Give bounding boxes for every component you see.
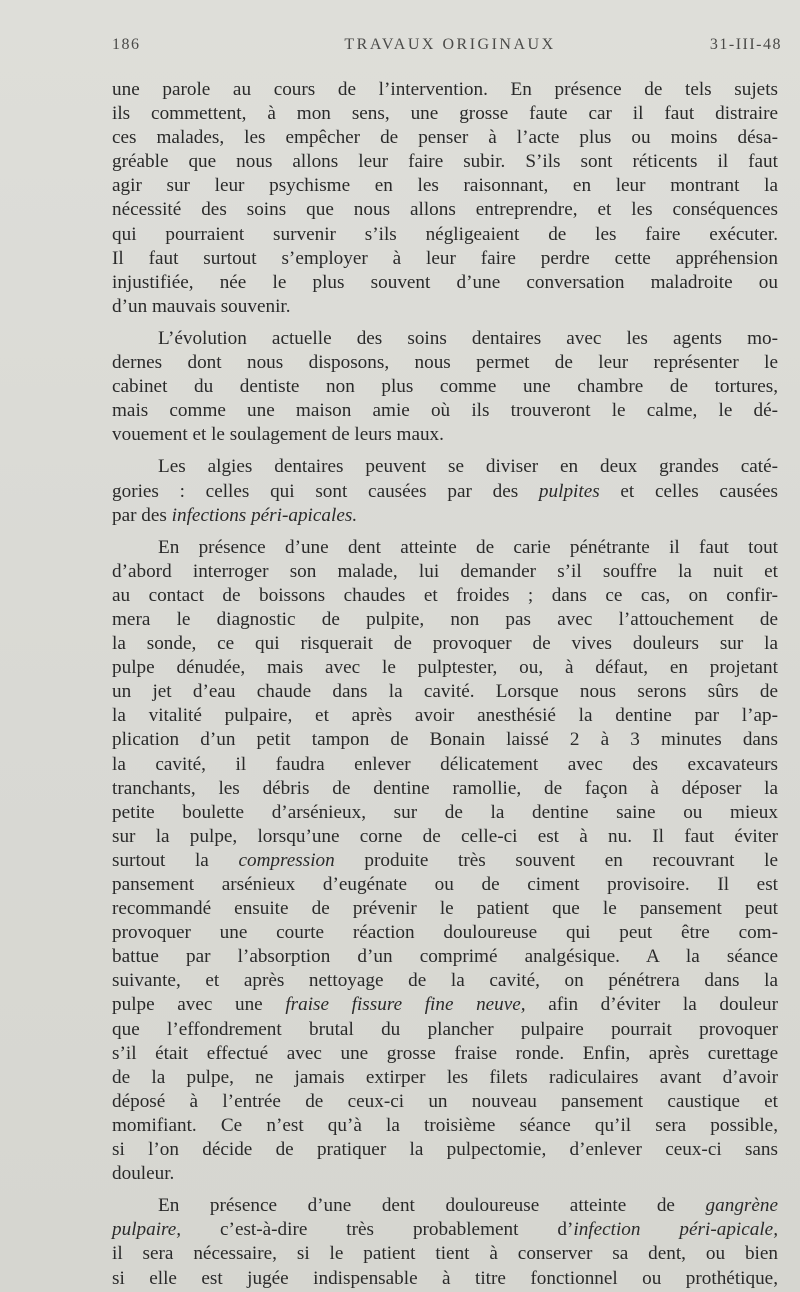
text-line: pulpe dénudée, mais avec le pulptester, ou, à défaut, en projetant	[112, 657, 778, 679]
page-number: 186	[112, 36, 141, 53]
italic-term: pulpites	[538, 480, 600, 502]
text-line: nécessité des soins que nous allons entreprendre, et les conséquences	[112, 199, 778, 221]
text-line: battue par l’absorption d’un comprimé analgésique. A la séance	[112, 946, 778, 968]
text-segment: c’est-à-dire très probablement d’	[181, 1219, 574, 1241]
text-line: une parole au cours de l’intervention. En présence de tels sujets	[112, 79, 778, 100]
paragraph-2	[112, 327, 778, 447]
paragraph-5	[112, 1194, 778, 1290]
text-segment: En présence d’une dent douloureuse atteinte de	[158, 1195, 706, 1217]
italic-term: infections péri-apicales.	[171, 504, 358, 526]
text-line: d’abord interroger son malade, lui demander s’il souffre la nuit et	[112, 560, 778, 582]
text-line: petite boulette d’arsénieux, sur de la dentine saine ou mieux	[112, 801, 778, 823]
italic-term: fraise fissure fine neuve,	[285, 994, 526, 1016]
text-line: sur la pulpe, lorsqu’une corne de celle-ci est à nu. Il faut éviter	[112, 825, 778, 847]
text-line	[112, 1218, 778, 1242]
text-segment: par des	[112, 504, 172, 526]
text-line: douleur.	[112, 1163, 175, 1185]
text-segment: et celles causées	[599, 480, 778, 502]
text-line: que l’effondrement brutal du plancher pulpaire pourrait provoquer	[112, 1018, 778, 1040]
text-line: de la pulpe, ne jamais extirper les filets radiculaires avant d’avoir	[112, 1066, 778, 1088]
text-line: si elle est jugée indispensable à titre fonctionnel ou prothétique,	[112, 1267, 778, 1289]
text-line: la sonde, ce qui risquerait de provoquer de vives douleurs sur la	[112, 633, 778, 655]
text-line: En présence d’une dent atteinte de carie pénétrante il faut tout	[158, 536, 778, 558]
paragraph-3	[112, 455, 778, 527]
text-segment: surtout la	[112, 849, 239, 871]
text-line	[112, 504, 778, 528]
text-line: au contact de boissons chaudes et froides ; dans ce cas, on confir-	[112, 584, 779, 606]
text-line: un jet d’eau chaude dans la cavité. Lorsque nous serons sûrs de	[112, 681, 778, 703]
text-line: d’un mauvais souvenir.	[112, 295, 291, 317]
italic-term: infection péri-apicale,	[573, 1219, 778, 1241]
text-line: cabinet du dentiste non plus comme une chambre de tortures,	[112, 376, 778, 398]
text-line: déposé à l’entrée de ceux-ci un nouveau pansement caustique et	[112, 1090, 778, 1112]
text-line: dernes dont nous disposons, nous permet de leur représenter le	[112, 352, 778, 374]
text-line: plication d’un petit tampon de Bonain laissé 2 à 3 minutes dans	[112, 729, 778, 751]
text-line: suivante, et après nettoyage de la cavité, on pénétrera dans la	[112, 970, 778, 992]
issue-date: 31-III-48	[709, 36, 782, 53]
text-line: la cavité, il faudra enlever délicatement avec des excavateurs	[112, 753, 778, 775]
text-line: Les algies dentaires peuvent se diviser en deux grandes caté-	[158, 456, 778, 478]
paragraph-4	[112, 536, 778, 1187]
italic-term: pulpaire,	[112, 1219, 182, 1241]
paragraph-1	[112, 78, 778, 319]
text-line	[112, 480, 778, 504]
section-title: TRAVAUX ORIGINAUX	[344, 36, 556, 53]
running-head	[112, 36, 788, 62]
text-segment: pulpe avec une	[112, 994, 286, 1016]
text-line	[112, 1194, 778, 1218]
text-line: si l’on décide de pratiquer la pulpectomie, d’enlever ceux-ci sans	[112, 1139, 778, 1161]
text-line: ces malades, les empêcher de penser à l’acte plus ou moins désa-	[112, 127, 778, 149]
text-segment: gories : celles qui sont causées par des	[112, 480, 539, 502]
text-line: gréable que nous allons leur faire subir. S’ils sont réticents il faut	[112, 151, 778, 173]
text-line: provoquer une courte réaction douloureuse qui peut être com-	[112, 922, 778, 944]
text-line	[112, 993, 778, 1017]
text-line: ils commettent, à mon sens, une grosse faute car il faut distraire	[112, 103, 778, 125]
text-line: tranchants, les débris de dentine ramollie, de façon à déposer la	[112, 777, 778, 799]
text-line: L’évolution actuelle des soins dentaires avec les agents mo-	[158, 327, 778, 349]
italic-term: compression	[238, 849, 335, 871]
text-line: qui pourraient survenir s’ils négligeaient de les faire exécuter.	[112, 223, 778, 245]
text-line	[112, 849, 778, 873]
text-line: injustifiée, née le plus souvent d’une conversation maladroite ou	[112, 271, 778, 293]
text-line: momifiant. Ce n’est qu’à la troisième séance qu’il sera possible,	[112, 1114, 778, 1136]
text-segment: produite très souvent en recouvrant le	[334, 849, 778, 871]
text-line: s’il était effectué avec une grosse fraise ronde. Enfin, après curettage	[112, 1042, 779, 1064]
text-line: mais comme une maison amie où ils trouveront le calme, le dé-	[112, 400, 778, 422]
text-line: Il faut surtout s’employer à leur faire perdre cette appréhension	[112, 247, 778, 269]
text-segment: afin d’éviter la douleur	[525, 994, 778, 1016]
text-line: agir sur leur psychisme en les raisonnant, en leur montrant la	[112, 175, 778, 197]
text-line: mera le diagnostic de pulpite, non pas avec l’attouchement de	[112, 608, 778, 630]
text-line: recommandé ensuite de prévenir le patient que le pansement peut	[112, 898, 778, 920]
text-line: vouement et le soulagement de leurs maux.	[112, 424, 444, 446]
body-text	[112, 78, 778, 1291]
text-line: pansement arsénieux d’eugénate ou de ciment provisoire. Il est	[112, 874, 778, 895]
italic-term: gangrène	[705, 1195, 778, 1217]
text-line: la vitalité pulpaire, et après avoir anesthésié la dentine par l’ap-	[112, 705, 778, 727]
text-line: il sera nécessaire, si le patient tient à conserver sa dent, ou bien	[112, 1243, 778, 1265]
